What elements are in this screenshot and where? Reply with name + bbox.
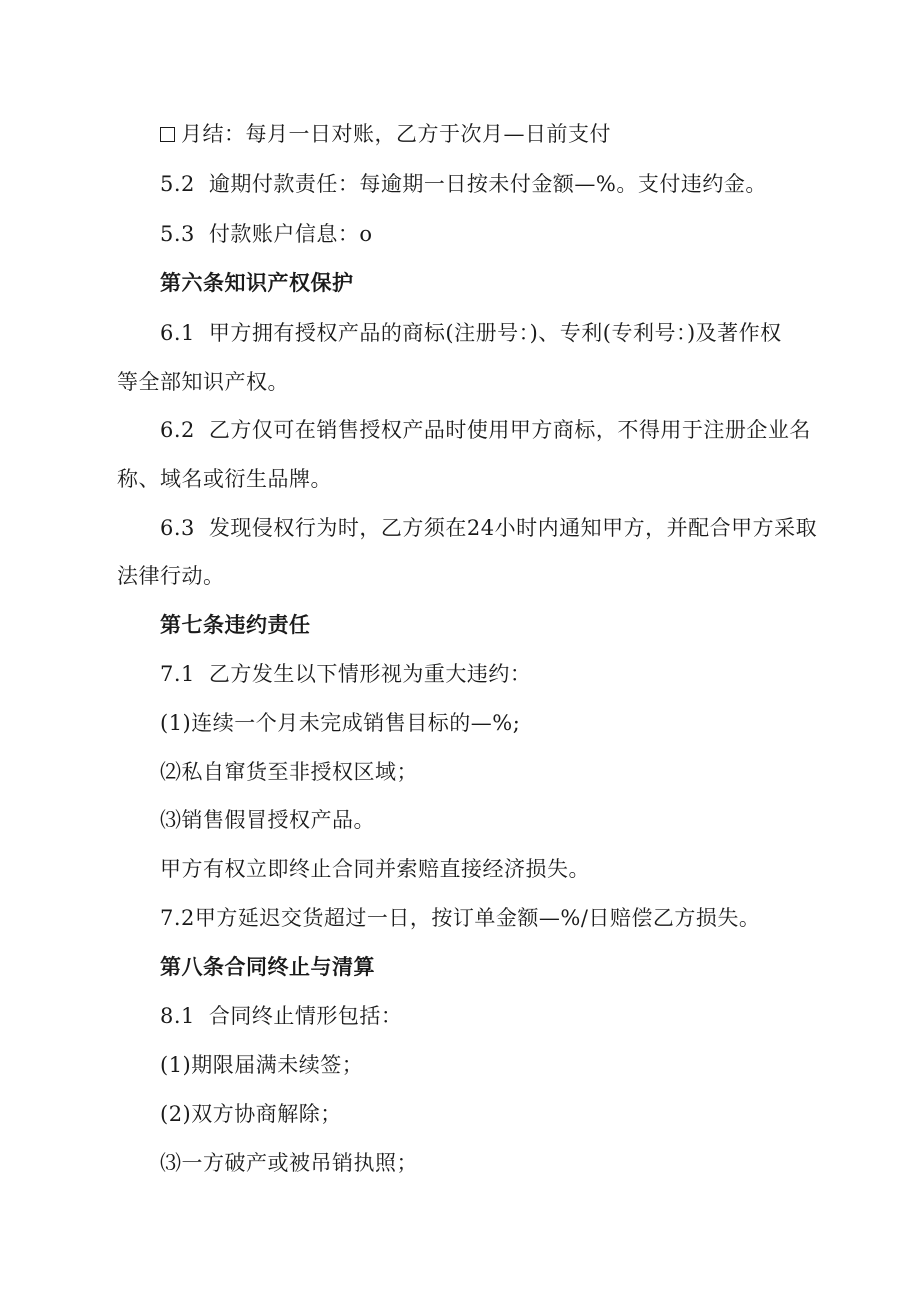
clause-5-3 (160, 222, 373, 246)
termination-item-3: ⑶一方破产或被吊销执照； (160, 1151, 418, 1175)
clause-text: 甲方拥有授权产品的商标(注册号：)、专利(专利号：)及著作权 (208, 321, 782, 345)
clause-6-2-continued: 称、域名或衍生品牌。 (117, 467, 332, 491)
clause-7-2: 7.2甲方延迟交货超过一日，按订单金额—%/日赔偿乙方损失。 (160, 906, 761, 930)
clause-6-3-continued: 法律行动。 (117, 564, 225, 588)
violation-item-3: ⑶销售假冒授权产品。 (160, 808, 375, 832)
clause-number: 7.1 (160, 662, 195, 686)
clause-text: 付款账户信息：o (208, 222, 373, 246)
clause-number: 6.2 (160, 418, 195, 442)
article-6-heading: 第六条知识产权保护 (160, 270, 354, 295)
clause-8-1 (160, 1004, 402, 1028)
clause-text: 乙方仅可在销售授权产品时使用甲方商标，不得用于注册企业名 (208, 418, 811, 442)
termination-right: 甲方有权立即终止合同并索赔直接经济损失。 (160, 857, 590, 881)
clause-text: 逾期付款责任：每逾期一日按未付金额—%。支付违约金。 (208, 172, 767, 196)
monthly-settlement-option (160, 122, 611, 146)
clause-6-1-continued: 等全部知识产权。 (117, 370, 289, 394)
clause-7-1 (160, 662, 531, 686)
clause-5-2 (160, 172, 767, 196)
clause-number: 5.2 (160, 172, 195, 196)
violation-item-2: ⑵私自窜货至非授权区域； (160, 760, 418, 784)
clause-6-3 (160, 516, 817, 540)
checkbox-icon[interactable] (160, 127, 175, 142)
clause-6-2 (160, 418, 811, 442)
clause-text: 发现侵权行为时，乙方须在24小时内通知甲方，并配合甲方采取 (208, 516, 818, 540)
clause-number: 6.3 (160, 516, 195, 540)
article-8-heading: 第八条合同终止与清算 (160, 954, 375, 979)
violation-item-1: (1)连续一个月未完成销售目标的—%; (160, 711, 521, 735)
clause-6-1 (160, 321, 782, 345)
termination-item-2: (2)双方协商解除； (160, 1102, 342, 1126)
article-7-heading: 第七条违约责任 (160, 612, 311, 637)
monthly-settlement-text: 月结：每月一日对账，乙方于次月—日前支付 (181, 122, 611, 146)
clause-text: 合同终止情形包括： (208, 1004, 403, 1028)
clause-number: 8.1 (160, 1004, 195, 1028)
termination-item-1: (1)期限届满未续签； (160, 1053, 364, 1077)
clause-number: 6.1 (160, 321, 195, 345)
clause-number: 5.3 (160, 222, 195, 246)
clause-text: 乙方发生以下情形视为重大违约： (208, 662, 532, 686)
